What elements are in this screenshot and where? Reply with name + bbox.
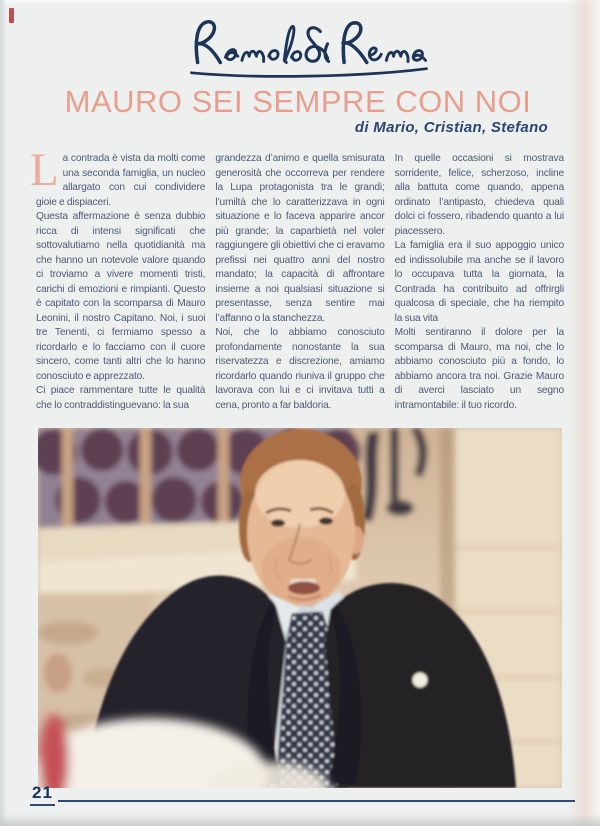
paragraph: Molti sentiranno il dolore per la scomparsa di Mauro, ma noi, che lo abbiamo conosciuto più a fondo, lo abbiamo ancora tra noi. Grazie Mauro di averci lasciato un segno intramontabile: il tuo ricordo. <box>394 327 564 411</box>
paragraph: Questa affermazione è senza dubbio ricca di intensi significati che sottovalutiamo nella quotidianità ma che hanno un notevole valore quando ci troviamo a vivere momenti tristi, carichi di emozioni e rimpianti. Questo è capitato con la scomparsa di Mauro Leonini, il nostro Capitano. Noi, i suoi tre Tenenti, ci fermiamo spesso a ricordarlo e lo facciamo con il cuore sincero, come tanti altri che lo hanno conosciuto e apprezzato. <box>36 211 206 382</box>
paragraph: Noi, che lo abbiamo conosciuto profondamente nonostante la sua riservatezza e discrezione, amiamo ricordarlo quando riuniva il gruppo che lavorava con lui e ci invitava tutti a cena, pronto a far baldoria. <box>215 327 385 411</box>
scan-edge-left <box>0 0 7 826</box>
warm-cast <box>38 428 562 788</box>
paragraph: In quelle occasioni si mostrava sorridente, felice, scherzoso, incline alla battuta come quando, appena ordinato l’antipasto, chiedeva quali dolci ci fossero, ribadendo quanto a lui piacessero. <box>394 153 564 237</box>
drop-cap: L <box>30 144 59 196</box>
column-3 <box>395 152 564 430</box>
page-number: 21 <box>30 783 55 806</box>
footer-rule <box>58 800 575 802</box>
paragraph: grandezza d’animo e quella smisurata generosità che occorreva per rendere la Lupa protagonista tra le grandi; l’umiltà che lo caratterizzava in ogni situazione e lo faceva apparire ancor più grande; la caparbietà nel voler raggiungere gli obiettivi che ci eravamo prefissi nei quattro anni del nostro mandato; la capacità di affrontare insieme a noi qualsiasi situazione si presentasse, senza sentire mai l’affanno o la stanchezza. <box>215 153 385 324</box>
scan-edge-right <box>568 0 600 826</box>
paragraph: La famiglia era il suo appoggio unico ed indissolubile ma anche se il lavoro lo occupava tutta la giornata, la Contrada ha contribuito ad offrirgli qualcosa di speciale, che ha riempito la sua vita <box>394 240 564 324</box>
scan-edge-bottom <box>0 814 600 826</box>
article-columns <box>30 144 564 430</box>
paragraph: La contrada è vista da molti come una seconda famiglia, un nucleo allargato con cui condividere gioie e dispiaceri. <box>30 144 206 208</box>
page-title: MAURO SEI SEMPRE CON NOI <box>64 84 532 119</box>
photo-illustration <box>38 428 562 788</box>
paragraph: Ci piace rammentare tutte le qualità che lo contraddistinguevano: la sua <box>36 385 206 411</box>
logo-signature <box>0 14 600 80</box>
scan-edge-top <box>0 0 600 5</box>
byline: di Mario, Cristian, Stefano <box>354 119 548 136</box>
column-2 <box>215 152 384 430</box>
photo-mauro <box>38 428 562 788</box>
signature-icon <box>184 14 434 80</box>
column-1 <box>30 144 206 430</box>
